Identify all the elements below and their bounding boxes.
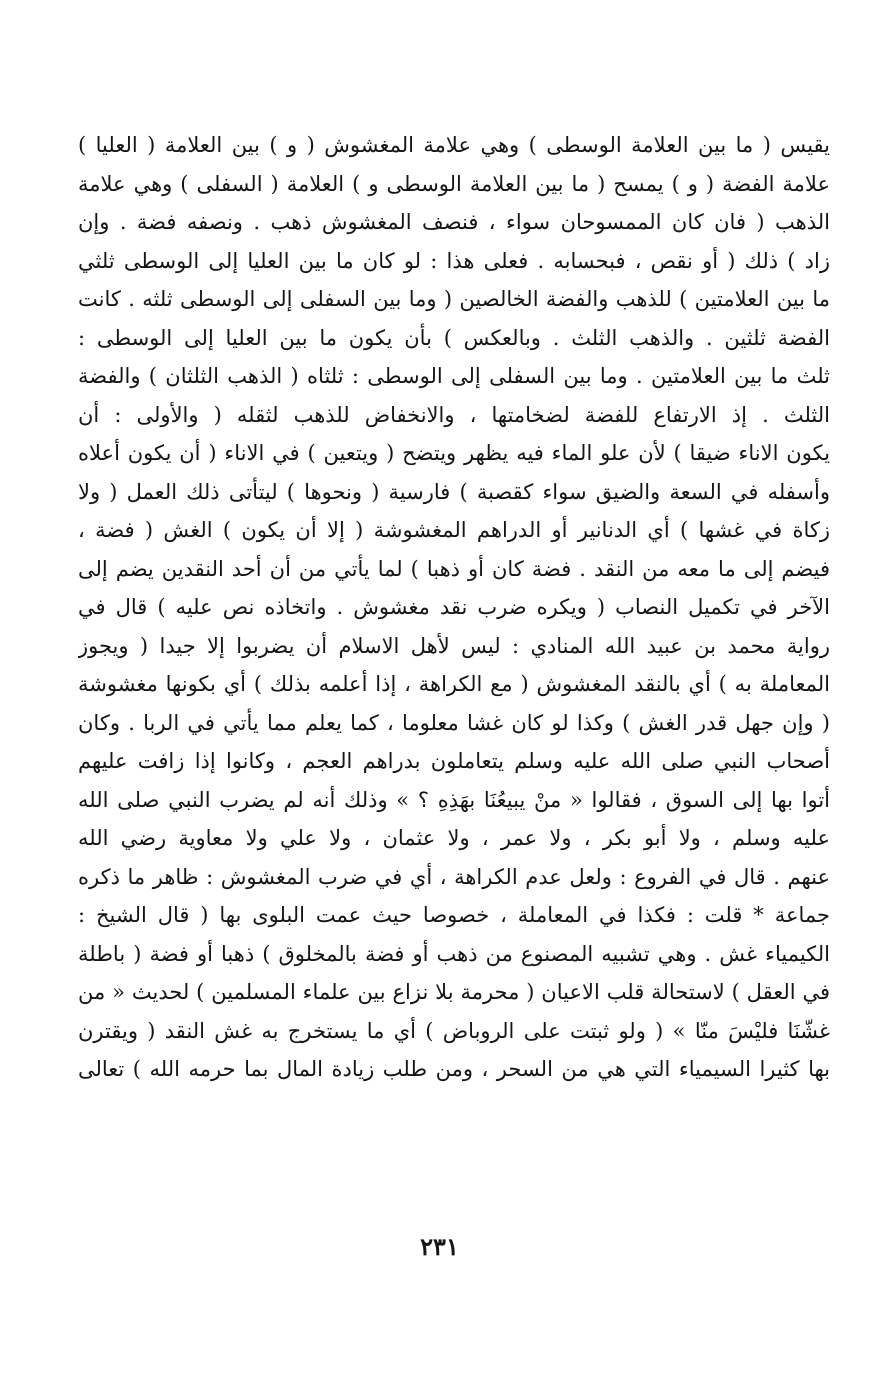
page-number: ٢٣١ <box>420 1232 459 1261</box>
text-line: بها كثيرا السيمياء التي هي من السحر ، ومن طلب زيادة المال بما حرمه الله ) تعالى <box>78 1057 830 1081</box>
text-line: غشّنَا فليْسَ منّا » ( ولو ثبتت على الروباض ) أي ما يستخرج به غش النقد ( ويقترن <box>78 1018 830 1043</box>
text-line: فيضم إلى ما معه من النقد . فضة كان أو ذهبا ) لما يأتي من أن أحد النقدين يضم إلى <box>78 556 830 581</box>
text-line: الآخر في تكميل النصاب ( ويكره ضرب نقد مغشوش . واتخاذه نص عليه ) قال في <box>78 595 830 619</box>
text-line: في العقل ) لاستحالة قلب الاعيان ( محرمة بلا نزاع بين علماء المسلمين ) لحديث « من <box>78 980 830 1004</box>
text-line: رواية محمد بن عبيد الله المنادي : ليس لأهل الاسلام أن يضربوا إلا جيدا ( ويجوز <box>78 633 830 658</box>
text-line: علامة الفضة ( و ) يمسح ( ما بين العلامة الوسطى و ) العلامة ( السفلى ) وهي علامة <box>78 171 830 196</box>
text-line: عنهم . قال في الفروع : ولعل عدم الكراهة ، أي في ضرب المغشوش : ظاهر ما ذكره <box>78 864 830 889</box>
text-line: الفضة ثلثين . والذهب الثلث . وبالعكس ) بأن يكون ما بين العليا إلى الوسطى : <box>78 325 830 350</box>
text-line: الذهب ( فان كان الممسوحان سواء ، فنصف المغشوش ذهب . ونصفه فضة . وإن <box>78 210 830 234</box>
text-line: ثلث ما بين العلامتين . وما بين السفلى إلى الوسطى : ثلثاه ( الذهب الثلثان ) والفضة <box>78 364 830 388</box>
text-line: المعاملة به ) أي بالنقد المغشوش ( مع الكراهة ، إذا أعلمه بذلك ) أي بكونها مغشوشة <box>78 672 830 696</box>
text-line: عليه وسلم ، ولا أبو بكر ، ولا عمر ، ولا عثمان ، ولا علي ولا معاوية رضي الله <box>78 826 830 850</box>
text-line: أتوا بها إلى السوق ، فقالوا « منْ يبيعُنَا بهَذِهِ ؟ » وذلك أنه لم يضرب النبي صلى الله <box>78 787 830 812</box>
page-body-text <box>78 126 830 1089</box>
text-line: ما بين العلامتين ) للذهب والفضة الخالصين ( وما بين السفلى إلى الوسطى ثلثه . كانت <box>78 287 830 311</box>
text-line: الثلث . إذ الارتفاع للفضة لضخامتها ، والانخفاض للذهب لثقله ( والأولى : أن <box>78 402 830 427</box>
text-line: الكيمياء غش . وهي تشبيه المصنوع من ذهب أو فضة بالمخلوق ) ذهبا أو فضة ( باطلة <box>78 941 830 966</box>
text-line: وأسفله في السعة والضيق سواء كقصبة ) فارسية ( ونحوها ) ليتأتى ذلك العمل ( ولا <box>78 479 830 504</box>
text-line: جماعة * قلت : فكذا في المعاملة ، خصوصا حيث عمت البلوى بها ( قال الشيخ : <box>78 903 830 927</box>
text-line: يقيس ( ما بين العلامة الوسطى ) وهي علامة المغشوش ( و ) بين العلامة ( العليا ) <box>78 133 830 157</box>
text-line: زاد ) ذلك ( أو نقص ، فبحسابه . فعلى هذا : لو كان ما بين العليا إلى الوسطى ثلثي <box>78 248 830 273</box>
text-line: يكون الاناء ضيقا ) لأن علو الماء فيه يظهر ويتضح ( ويتعين ) في الاناء ( أن يكون أعلاه <box>78 441 830 465</box>
text-line: أصحاب النبي صلى الله عليه وسلم يتعاملون بدراهم العجم ، وكانوا إذا زافت عليهم <box>78 749 830 773</box>
text-line: ( وإن جهل قدر الغش ) وكذا لو كان غشا معلوما ، كما يعلم مما يأتي في الربا . وكان <box>78 710 830 735</box>
text-line: زكاة في غشها ) أي الدنانير أو الدراهم المغشوشة ( إلا أن يكون ) الغش ( فضة ، <box>78 518 830 542</box>
